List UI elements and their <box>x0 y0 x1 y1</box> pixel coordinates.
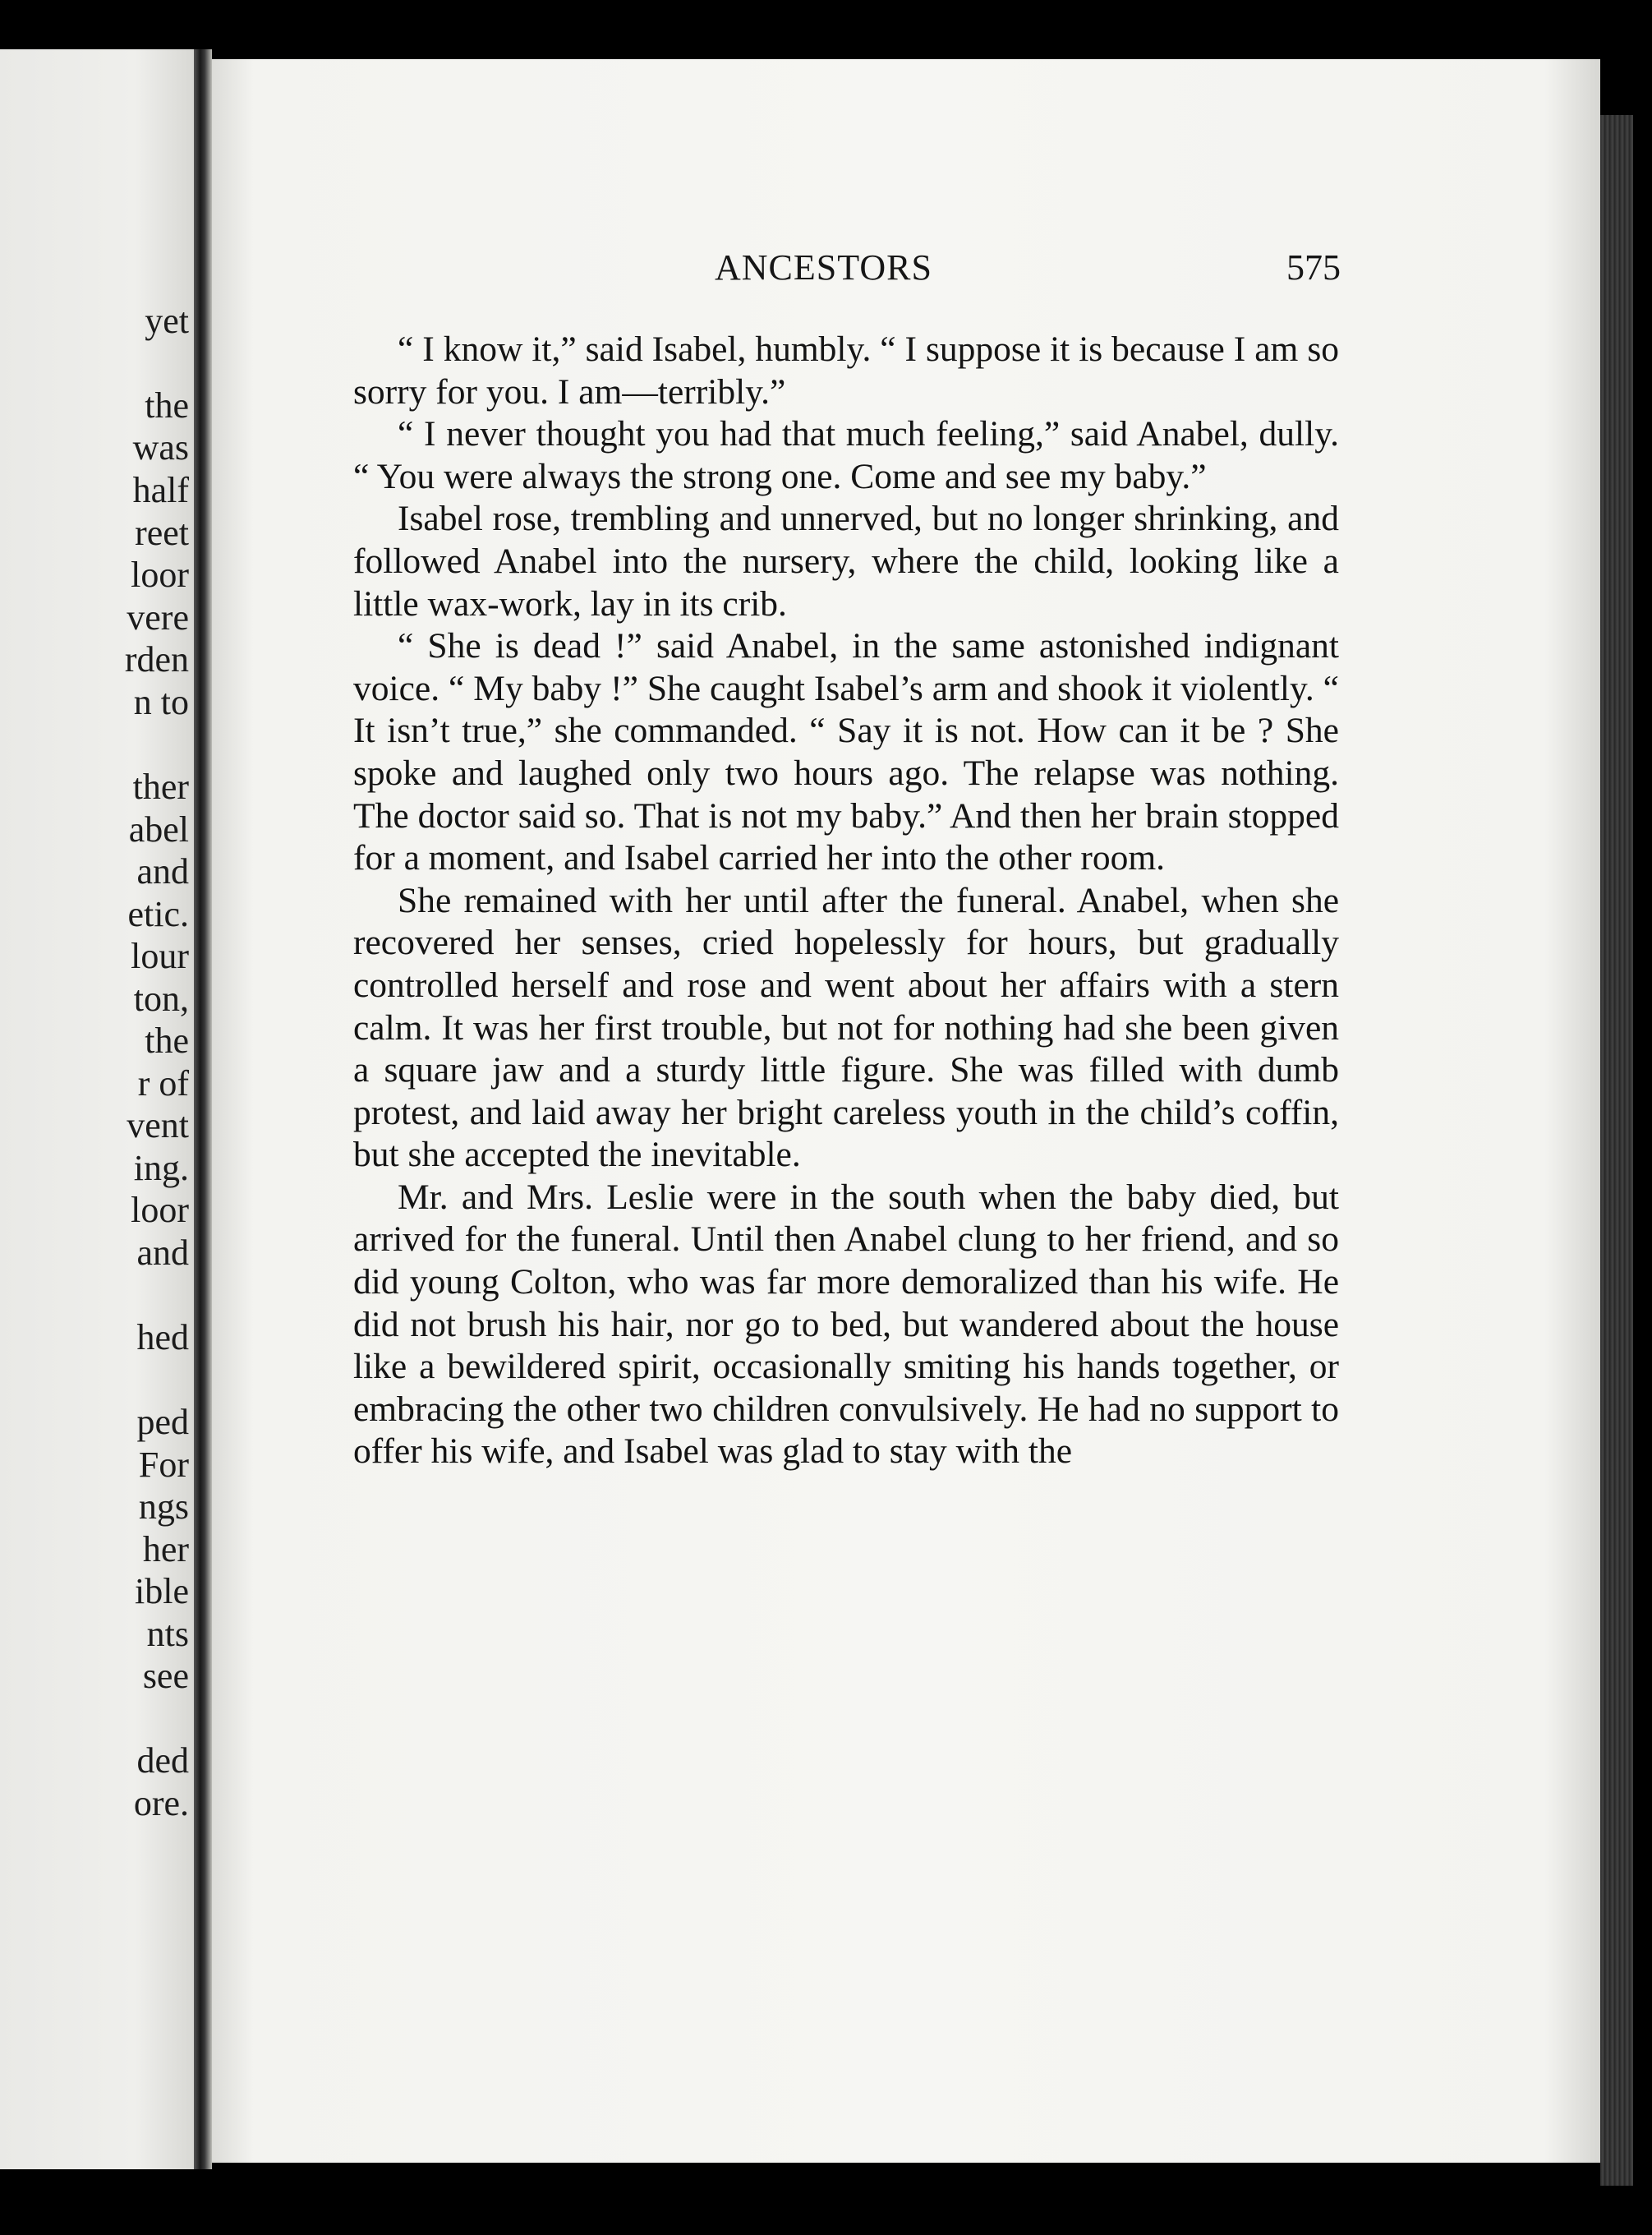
left-fragment: abel <box>128 809 189 850</box>
left-fragment: rden <box>124 639 189 680</box>
left-fragment: yet <box>145 301 189 341</box>
left-fragment: and <box>136 851 189 892</box>
left-fragment: ngs <box>138 1486 189 1527</box>
paragraph: Mr. and Mrs. Leslie were in the south when the baby died, but arrived for the funeral. Until then Anabel clung to her friend, and so did young Colton, who was far more demoralized than his wife. He did not brush his hair, nor go to bed, but wandered about the house like a bewildered spirit, occasionally smiting his hands together, or embracing the other two children convulsively. He had no support to offer his wife, and Isabel was glad to stay with the <box>353 1177 1339 1472</box>
left-fragment: reet <box>135 513 189 553</box>
paragraph: Isabel rose, trembling and unnerved, but no longer shrinking, and followed Anabel into the nursery, where the child, looking like a little wax-work, lay in its crib. <box>353 499 1339 624</box>
previous-page <box>0 49 194 2169</box>
left-fragment: etic. <box>127 894 189 934</box>
left-fragment: and <box>136 1233 189 1273</box>
left-fragment: half <box>132 470 189 510</box>
body-text <box>353 329 1339 1473</box>
left-fragment: For <box>138 1445 189 1485</box>
running-head <box>353 247 1339 296</box>
left-fragment: r of <box>137 1063 189 1104</box>
left-fragment: the <box>145 1021 189 1061</box>
running-title: ANCESTORS <box>715 247 932 288</box>
left-fragment: loor <box>131 555 189 595</box>
left-fragment: the <box>145 385 189 426</box>
paragraph: “ She is dead !” said Anabel, in the same astonished indignant voice. “ My baby !” She caught Isabel’s arm and shook it violently. “ It isn’t true,” she commanded. “ Say it is not. How can it be ? She spoke and laughed only two hours ago. The relapse was nothing. The doctor said so. That is not my baby.” And then her brain stopped for a moment, and Isabel carried her into the other room. <box>353 626 1339 878</box>
left-fragment: ing. <box>133 1148 189 1188</box>
book-gutter <box>194 49 212 2169</box>
left-fragment: n to <box>133 682 189 722</box>
left-fragment: vere <box>127 597 189 638</box>
paragraph: “ I know it,” said Isabel, humbly. “ I suppose it is because I am so sorry for you. I am—terribly.” <box>353 329 1339 412</box>
left-fragment: ible <box>135 1571 189 1611</box>
left-fragment: her <box>142 1529 189 1569</box>
page-number: 575 <box>1286 247 1341 288</box>
left-fragment: nts <box>146 1614 189 1654</box>
paragraph: “ I never thought you had that much feeling,” said Anabel, dully. “ You were always the strong one. Come and see my baby.” <box>353 414 1339 496</box>
left-fragment: see <box>142 1656 189 1696</box>
left-fragment: ore. <box>133 1783 189 1823</box>
page-edges <box>1600 115 1633 2186</box>
left-fragment: ped <box>136 1402 189 1442</box>
left-fragment: was <box>132 427 189 468</box>
paragraph: She remained with her until after the funeral. Anabel, when she recovered her senses, cried hopelessly for hours, but gradually controlled herself and rose and went about her affairs with a stern calm. It was her first trouble, but not for nothing had she been given a square jaw and a sturdy little figure. She was filled with dumb protest, and laid away her bright careless youth in the child’s coffin, but she accepted the inevitable. <box>353 880 1339 1175</box>
left-fragment: ther <box>132 767 189 807</box>
left-fragment: vent <box>127 1105 189 1145</box>
left-fragment: loor <box>131 1190 189 1230</box>
left-fragment: hed <box>136 1317 189 1357</box>
left-fragment: ded <box>136 1740 189 1781</box>
left-fragment: lour <box>131 936 189 976</box>
left-fragment: ton, <box>133 979 189 1019</box>
